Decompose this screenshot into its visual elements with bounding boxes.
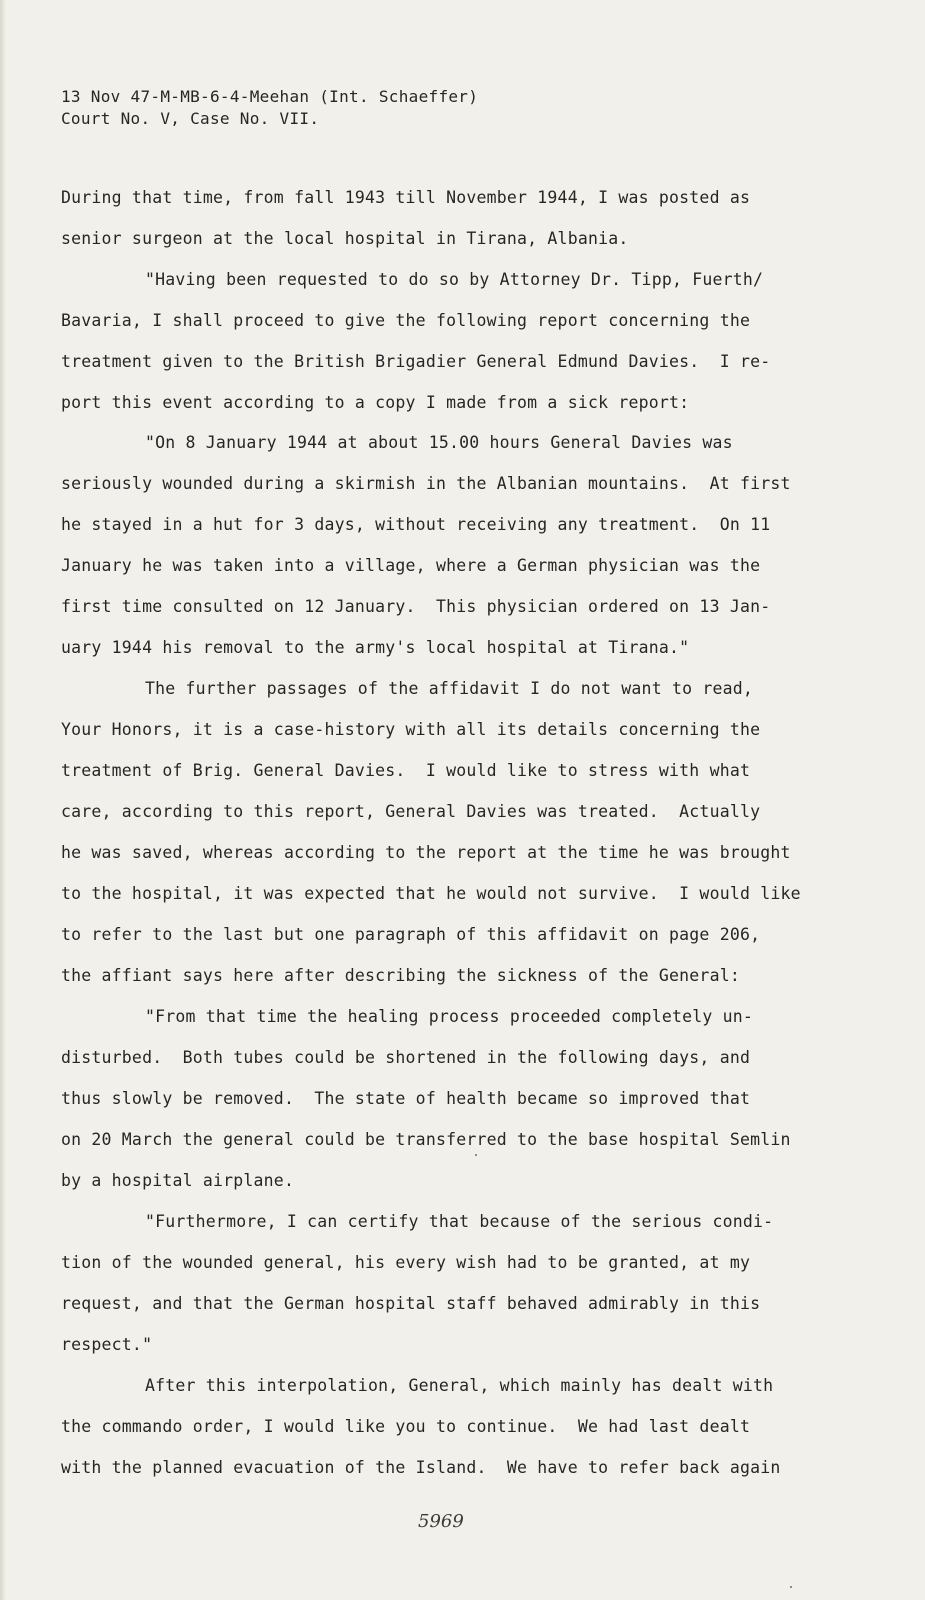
body-line: treatment of Brig. General Davies. I would like to stress with what (61, 761, 751, 780)
document-header (61, 86, 478, 130)
body-line: to the hospital, it was expected that he would not survive. I would like (61, 884, 801, 903)
body-line: After this interpolation, General, which mainly has dealt with (145, 1376, 774, 1395)
body-line: treatment given to the British Brigadier General Edmund Davies. I re- (61, 352, 771, 371)
body-line: disturbed. Both tubes could be shortened in the following days, and (61, 1048, 751, 1067)
body-line: uary 1944 his removal to the army's local hospital at Tirana." (61, 638, 690, 657)
body-line: January he was taken into a village, where a German physician was the (61, 556, 761, 575)
body-line: respect." (61, 1335, 153, 1354)
body-line: seriously wounded during a skirmish in the Albanian mountains. At first (61, 474, 791, 493)
body-line: he stayed in a hut for 3 days, without receiving any treatment. On 11 (61, 515, 771, 534)
body-line: Bavaria, I shall proceed to give the following report concerning the (61, 311, 751, 330)
paper-speck (790, 1586, 792, 1588)
body-line: tion of the wounded general, his every wish had to be granted, at my (61, 1253, 751, 1272)
body-line: port this event according to a copy I made from a sick report: (61, 393, 690, 412)
body-line: with the planned evacuation of the Island. We have to refer back again (61, 1458, 781, 1477)
body-line: "Furthermore, I can certify that because of the serious condi- (145, 1212, 774, 1231)
body-line: first time consulted on 12 January. This physician ordered on 13 Jan- (61, 597, 771, 616)
body-line: The further passages of the affidavit I do not want to read, (145, 679, 754, 698)
body-line: to refer to the last but one paragraph of this affidavit on page 206, (61, 925, 761, 944)
body-line: care, according to this report, General Davies was treated. Actually (61, 802, 761, 821)
body-line: "From that time the healing process proceeded completely un- (145, 1007, 754, 1026)
body-line: senior surgeon at the local hospital in Tirana, Albania. (61, 229, 629, 248)
header-reference-line: 13 Nov 47-M-MB-6-4-Meehan (Int. Schaeffer) (61, 87, 479, 106)
body-line: During that time, from fall 1943 till November 1944, I was posted as (61, 188, 751, 207)
body-line: "Having been requested to do so by Attorney Dr. Tipp, Fuerth/ (145, 270, 764, 289)
header-court-line: Court No. V, Case No. VII. (61, 109, 320, 128)
body-line: thus slowly be removed. The state of health became so improved that (61, 1089, 751, 1108)
body-line: the affiant says here after describing the sickness of the General: (61, 966, 740, 985)
page-number: 5969 (418, 1511, 464, 1532)
body-line: by a hospital airplane. (61, 1171, 295, 1190)
page-edge-shadow (0, 0, 6, 1600)
body-line: on 20 March the general could be transferred to the base hospital Semlin (61, 1130, 791, 1149)
body-line: "On 8 January 1944 at about 15.00 hours General Davies was (145, 433, 733, 452)
body-line: the commando order, I would like you to continue. We had last dealt (61, 1417, 751, 1436)
paper-speck (475, 1154, 477, 1156)
body-line: Your Honors, it is a case-history with all its details concerning the (61, 720, 761, 739)
body-line: request, and that the German hospital staff behaved admirably in this (61, 1294, 761, 1313)
body-line: he was saved, whereas according to the report at the time he was brought (61, 843, 791, 862)
